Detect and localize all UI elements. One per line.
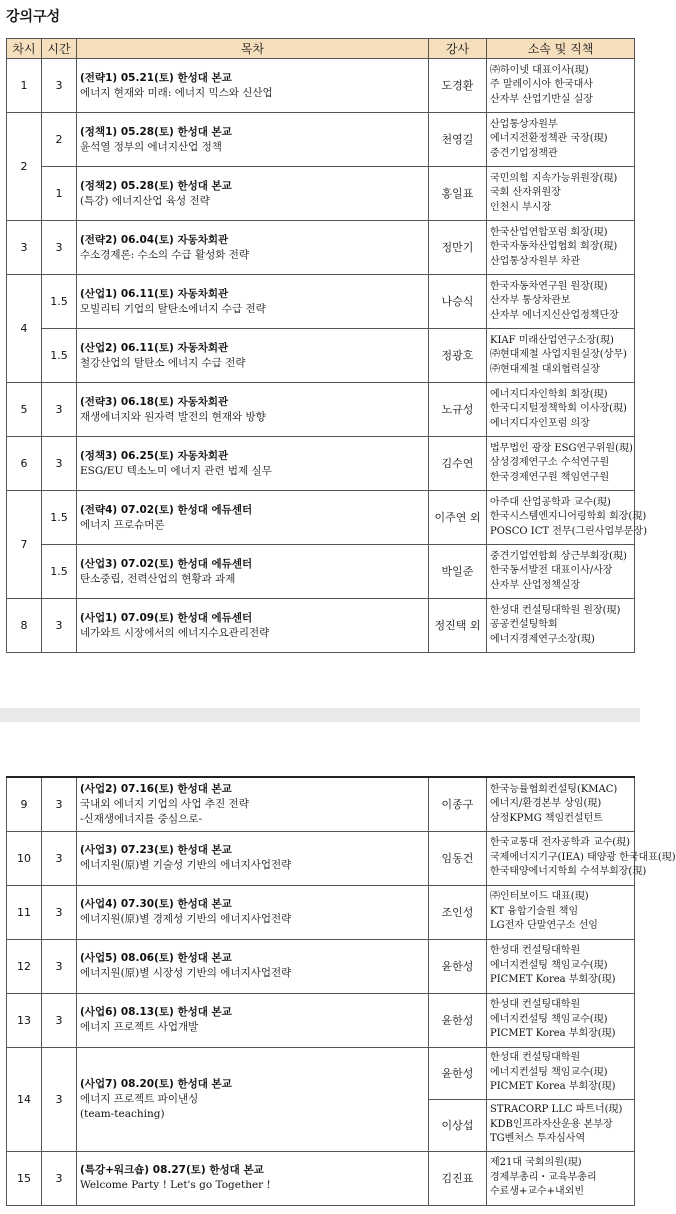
- affiliation-line: 경제부총리・교육부총리: [490, 1171, 597, 1183]
- lecturer-affiliation: [487, 885, 635, 939]
- affiliation-line: 한국산업연합포럼 회장(現): [490, 226, 608, 238]
- lecturer-name: 임동건: [429, 831, 487, 885]
- affiliation-line: 국회 산자위원장: [490, 187, 561, 199]
- session-hours: 1.5: [42, 491, 77, 545]
- affiliation-line: 에너지/환경본부 상임(現): [490, 798, 602, 809]
- topic-heading: (정책3) 06.25(토) 자동차회관: [80, 449, 229, 462]
- topic-subtitle: 탄소중립, 전력산업의 현황과 과제: [80, 572, 236, 585]
- header-lecturer: 강사: [429, 39, 487, 59]
- session-number: 12: [7, 939, 42, 993]
- topic-subtitle: 재생에너지와 원자력 발전의 현재와 방향: [80, 410, 266, 423]
- affiliation-line: 한국자동차연구원 원장(現): [490, 280, 608, 292]
- affiliation-line: 삼정KPMG 책임컨설턴트: [490, 812, 603, 824]
- session-number: 10: [7, 831, 42, 885]
- topic-subtitle: 에너지 프로젝트 사업개발: [80, 1021, 199, 1033]
- lecturer-affiliation: [487, 59, 635, 113]
- topic-subtitle: 에너지 프로젝트 파이낸싱: [80, 1092, 199, 1105]
- affiliation-line: 한국능률협회컨설팅(KMAC): [490, 783, 618, 795]
- lecturer-name: 윤한성: [429, 939, 487, 993]
- topic-subtitle: ESG/EU 텍소노미 에너지 관련 법제 실무: [80, 464, 272, 477]
- session-hours: 3: [42, 599, 77, 653]
- session-number: 9: [7, 777, 42, 831]
- lecturer-name: 이상섭: [429, 1099, 487, 1151]
- session-topic: [77, 545, 429, 599]
- table-row: [7, 993, 635, 1047]
- header-session: 차시: [7, 39, 42, 59]
- session-number: 13: [7, 993, 42, 1047]
- session-hours: 3: [42, 59, 77, 113]
- affiliation-line: ㈜인터보이드 대표(現): [490, 891, 589, 903]
- affiliation-line: ㈜현대제철 사업지원실장(상무): [490, 349, 627, 361]
- lecturer-affiliation: [487, 491, 647, 545]
- lecturer-affiliation: [487, 777, 635, 831]
- affiliation-line: STRACORP LLC 파트너(現): [490, 1104, 623, 1116]
- page-title: 강의구성: [6, 9, 61, 25]
- table-row: [7, 491, 635, 545]
- session-hours: 3: [42, 993, 77, 1047]
- lecturer-affiliation: [487, 383, 635, 437]
- affiliation-line: 제21대 국회의원(現): [490, 1157, 582, 1169]
- topic-subtitle: (특강) 에너지산업 육성 전략: [80, 194, 210, 207]
- table-row: [7, 1151, 635, 1205]
- session-number: 15: [7, 1151, 42, 1205]
- topic-heading: (산업3) 07.02(토) 한성대 에듀센터: [80, 557, 253, 570]
- affiliation-line: 산자부 산업기반실 실장: [490, 93, 593, 105]
- lecturer-name: 박일준: [429, 545, 487, 599]
- session-number: 4: [7, 275, 42, 383]
- topic-heading: (정책2) 05.28(토) 한성대 본교: [80, 179, 232, 192]
- affiliation-line: 아주대 산업공학과 교수(現): [490, 496, 611, 508]
- topic-heading: (사업1) 07.09(토) 한성대 에듀센터: [80, 611, 253, 624]
- session-topic: [77, 59, 429, 113]
- session-topic: [77, 221, 429, 275]
- table-row: [7, 939, 635, 993]
- topic-heading: (전략3) 06.18(토) 자동차회관: [80, 395, 229, 408]
- lecturer-name: 정광호: [429, 329, 487, 383]
- session-topic: [77, 167, 429, 221]
- affiliation-line: 인천시 부시장: [490, 201, 552, 213]
- affiliation-line: 산자부 에너지신산업정책단장: [490, 309, 619, 321]
- affiliation-line: 에너지전환정책관 국장(現): [490, 133, 608, 145]
- lecturer-name: 이종구: [429, 777, 487, 831]
- session-topic: [77, 831, 429, 885]
- affiliation-line: 한성대 컨설팅대학원 원장(現): [490, 604, 621, 616]
- affiliation-line: 국민의힘 지속가능위원장(現): [490, 172, 618, 184]
- affiliation-line: 에너지컨설팅 책임교수(現): [490, 959, 608, 971]
- session-hours: 3: [42, 1047, 77, 1151]
- session-topic: [77, 113, 429, 167]
- lecturer-name: 정만기: [429, 221, 487, 275]
- lecturer-affiliation: [487, 437, 635, 491]
- table-row: [7, 329, 635, 383]
- affiliation-line: 한성대 컨설팅대학원: [490, 945, 581, 957]
- topic-heading: (전략2) 06.04(토) 자동차회관: [80, 233, 229, 246]
- table-row: [7, 1047, 635, 1099]
- session-number: 8: [7, 599, 42, 653]
- affiliation-line: KDB인프라자산운용 본부장: [490, 1118, 613, 1130]
- session-topic: [77, 599, 429, 653]
- affiliation-line: 에너지경제연구소장(現): [490, 633, 595, 645]
- lecturer-name: 윤한성: [429, 1047, 487, 1099]
- lecturer-affiliation: [487, 545, 635, 599]
- affiliation-line: KT 융합기술원 책임: [490, 905, 579, 917]
- lecturer-affiliation: [487, 329, 635, 383]
- lecturer-affiliation: [487, 993, 635, 1047]
- affiliation-line: 한국동서발전 대표이사/사장: [490, 565, 613, 577]
- affiliation-line: PICMET Korea 부회장(現): [490, 1028, 616, 1040]
- table-body-1: [7, 59, 647, 653]
- session-hours: 1.5: [42, 329, 77, 383]
- topic-subtitle: (team-teaching): [80, 1107, 165, 1120]
- lecturer-affiliation: [487, 939, 635, 993]
- topic-subtitle: 모빌리티 기업의 탈탄소에너지 수급 전략: [80, 302, 266, 315]
- topic-heading: (사업4) 07.30(토) 한성대 본교: [80, 898, 232, 910]
- affiliation-line: 한국자동차산업협회 회장(現): [490, 241, 618, 253]
- table-row: [7, 221, 635, 275]
- topic-subtitle: 네가와트 시장에서의 에너지수요관리전략: [80, 626, 270, 639]
- affiliation-line: LG전자 단말연구소 선임: [490, 920, 598, 932]
- lecturer-affiliation: [487, 1151, 635, 1205]
- table-header-row: [7, 39, 635, 59]
- topic-subtitle: 수소경제론: 수소의 수급 활성화 전략: [80, 248, 250, 261]
- affiliation-line: 산업통상자원부: [490, 118, 558, 130]
- topic-subtitle: Welcome Party ! Let's go Together !: [80, 1179, 271, 1191]
- topic-heading: (산업1) 06.11(토) 자동차회관: [80, 287, 229, 300]
- table-row: [7, 437, 635, 491]
- header-affiliation: 소속 및 직책: [487, 39, 635, 59]
- session-hours: 3: [42, 383, 77, 437]
- affiliation-line: TG벤처스 투자심사역: [490, 1133, 586, 1145]
- topic-heading: (사업2) 07.16(토) 한성대 본교: [80, 782, 232, 795]
- topic-subtitle: 윤석열 정부의 에너지산업 정책: [80, 140, 222, 153]
- affiliation-line: 에너지디자인포럼 의장: [490, 417, 590, 429]
- affiliation-line: 삼성경제연구소 수석연구원: [490, 457, 610, 469]
- session-topic: [77, 777, 429, 831]
- session-number: 14: [7, 1047, 42, 1151]
- topic-heading: (사업6) 08.13(토) 한성대 본교: [80, 1006, 232, 1018]
- affiliation-line: 법무법인 광장 ESG연구위원(現): [490, 442, 633, 454]
- lecturer-affiliation: [487, 167, 635, 221]
- session-topic: [77, 275, 429, 329]
- table-row: [7, 275, 635, 329]
- session-number: 1: [7, 59, 42, 113]
- topic-subtitle: -신재생에너지를 중심으로-: [80, 812, 203, 825]
- session-topic: [77, 437, 429, 491]
- topic-heading: (사업3) 07.23(토) 한성대 본교: [80, 844, 232, 856]
- lecturer-name: 이주연 외: [429, 491, 487, 545]
- affiliation-line: PICMET Korea 부회장(現): [490, 1081, 616, 1093]
- topic-subtitle: 에너지원(原)별 시장성 기반의 에너지사업전략: [80, 967, 292, 979]
- affiliation-line: 한국태양에너지학회 수석부회장(現): [490, 866, 647, 878]
- lecturer-name: 김진표: [429, 1151, 487, 1205]
- affiliation-line: 한국디지털정책학회 이사장(現): [490, 403, 627, 415]
- topic-heading: (산업2) 06.11(토) 자동차회관: [80, 341, 229, 354]
- lecturer-name: 조인성: [429, 885, 487, 939]
- topic-heading: (사업7) 08.20(토) 한성대 본교: [80, 1077, 232, 1090]
- table-row: [7, 885, 635, 939]
- affiliation-line: 에너지컨설팅 책임교수(現): [490, 1066, 608, 1078]
- session-hours: 1.5: [42, 545, 77, 599]
- affiliation-line: 한성대 컨설팅대학원: [490, 1052, 581, 1064]
- affiliation-line: 산자부 산업정책실장: [490, 579, 581, 591]
- topic-heading: (전략1) 05.21(토) 한성대 본교: [80, 71, 232, 84]
- affiliation-line: 에너지디자인학회 회장(現): [490, 388, 608, 400]
- topic-subtitle: 에너지 현재와 미래: 에너지 믹스와 신산업: [80, 86, 273, 99]
- session-hours: 3: [42, 831, 77, 885]
- lecturer-name: 나승식: [429, 275, 487, 329]
- header-contents: 목차: [77, 39, 429, 59]
- session-hours: 3: [42, 885, 77, 939]
- session-number: 7: [7, 491, 42, 599]
- lecturer-name: 노규성: [429, 383, 487, 437]
- session-topic: [77, 939, 429, 993]
- session-number: 5: [7, 383, 42, 437]
- affiliation-line: ㈜현대제철 대외협력실장: [490, 363, 600, 375]
- table-row: [7, 383, 635, 437]
- table-row: [7, 777, 635, 831]
- affiliation-line: PICMET Korea 부회장(現): [490, 974, 616, 986]
- lecturer-affiliation: [487, 831, 676, 885]
- affiliation-line: 한국교통대 전자공학과 교수(現): [490, 837, 631, 849]
- table-body-2: [7, 777, 676, 1205]
- session-topic: [77, 329, 429, 383]
- lecturer-affiliation: [487, 599, 635, 653]
- lecturer-name: 도경환: [429, 59, 487, 113]
- affiliation-line: 산자부 통상차관보: [490, 295, 571, 307]
- affiliation-line: 한성대 컨설팅대학원: [490, 999, 581, 1011]
- session-hours: 3: [42, 221, 77, 275]
- topic-subtitle: 에너지원(原)별 기술성 기반의 에너지사업전략: [80, 859, 292, 871]
- schedule-table-2: [6, 776, 676, 1206]
- session-topic: [77, 993, 429, 1047]
- lecturer-name: 홍일표: [429, 167, 487, 221]
- topic-subtitle: 에너지원(原)별 경제성 기반의 에너지사업전략: [80, 913, 292, 925]
- affiliation-line: 중견기업정책관: [490, 147, 558, 159]
- affiliation-line: POSCO ICT 전무(그린사업부문장): [490, 525, 647, 537]
- lecturer-affiliation: [487, 1099, 635, 1151]
- affiliation-line: 공공컨설팅학회: [490, 619, 558, 631]
- session-topic: [77, 491, 429, 545]
- lecturer-affiliation: [487, 1047, 635, 1099]
- topic-heading: (정책1) 05.28(토) 한성대 본교: [80, 125, 232, 138]
- lecturer-name: 천영길: [429, 113, 487, 167]
- affiliation-line: 주 말레이시아 한국대사: [490, 79, 593, 91]
- topic-subtitle: 에너지 프로슈머론: [80, 518, 165, 531]
- session-number: 2: [7, 113, 42, 221]
- affiliation-line: 수료생+교수+내외빈: [490, 1186, 585, 1198]
- affiliation-line: ㈜하이넷 대표이사(現): [490, 64, 589, 76]
- session-topic: [77, 885, 429, 939]
- session-hours: 3: [42, 1151, 77, 1205]
- session-topic: [77, 1047, 429, 1151]
- table-row: [7, 599, 635, 653]
- lecturer-name: 김수연: [429, 437, 487, 491]
- table-row: [7, 831, 635, 885]
- page-divider: [0, 708, 640, 722]
- session-hours: 1: [42, 167, 77, 221]
- affiliation-line: 한국경제연구원 책임연구원: [490, 471, 610, 483]
- session-hours: 1.5: [42, 275, 77, 329]
- affiliation-line: 에너지컨설팅 책임교수(現): [490, 1013, 608, 1025]
- lecturer-affiliation: [487, 221, 635, 275]
- header-hours: 시간: [42, 39, 77, 59]
- affiliation-line: 국제에너지기구(IEA) 태양광 한국대표(現): [490, 851, 676, 863]
- session-hours: 3: [42, 777, 77, 831]
- session-topic: [77, 383, 429, 437]
- topic-subtitle: 국내외 에너지 기업의 사업 추진 전략: [80, 797, 249, 810]
- table-row: [7, 113, 635, 167]
- topic-subtitle: 철강산업의 탈탄소 에너지 수급 전략: [80, 356, 246, 369]
- table-row: [7, 59, 635, 113]
- session-number: 6: [7, 437, 42, 491]
- affiliation-line: 한국시스템엔지니어링학회 회장(現): [490, 511, 647, 523]
- session-hours: 2: [42, 113, 77, 167]
- lecturer-affiliation: [487, 113, 635, 167]
- schedule-table-1: [6, 38, 647, 653]
- topic-heading: (특강+워크숍) 08.27(토) 한성대 본교: [80, 1164, 264, 1176]
- topic-heading: (사업5) 08.06(토) 한성대 본교: [80, 952, 232, 964]
- affiliation-line: 중견기업연합회 상근부회장(現): [490, 550, 627, 562]
- session-hours: 3: [42, 437, 77, 491]
- table-row: [7, 545, 635, 599]
- session-number: 3: [7, 221, 42, 275]
- session-hours: 3: [42, 939, 77, 993]
- lecturer-name: 정진택 외: [429, 599, 487, 653]
- affiliation-line: KIAF 미래산업연구소장(現): [490, 334, 614, 346]
- lecturer-name: 윤한성: [429, 993, 487, 1047]
- table-row: [7, 167, 635, 221]
- topic-heading: (전략4) 07.02(토) 한성대 에듀센터: [80, 503, 253, 516]
- lecturer-affiliation: [487, 275, 635, 329]
- session-number: 11: [7, 885, 42, 939]
- session-topic: [77, 1151, 429, 1205]
- affiliation-line: 산업통상자원부 차관: [490, 255, 581, 267]
